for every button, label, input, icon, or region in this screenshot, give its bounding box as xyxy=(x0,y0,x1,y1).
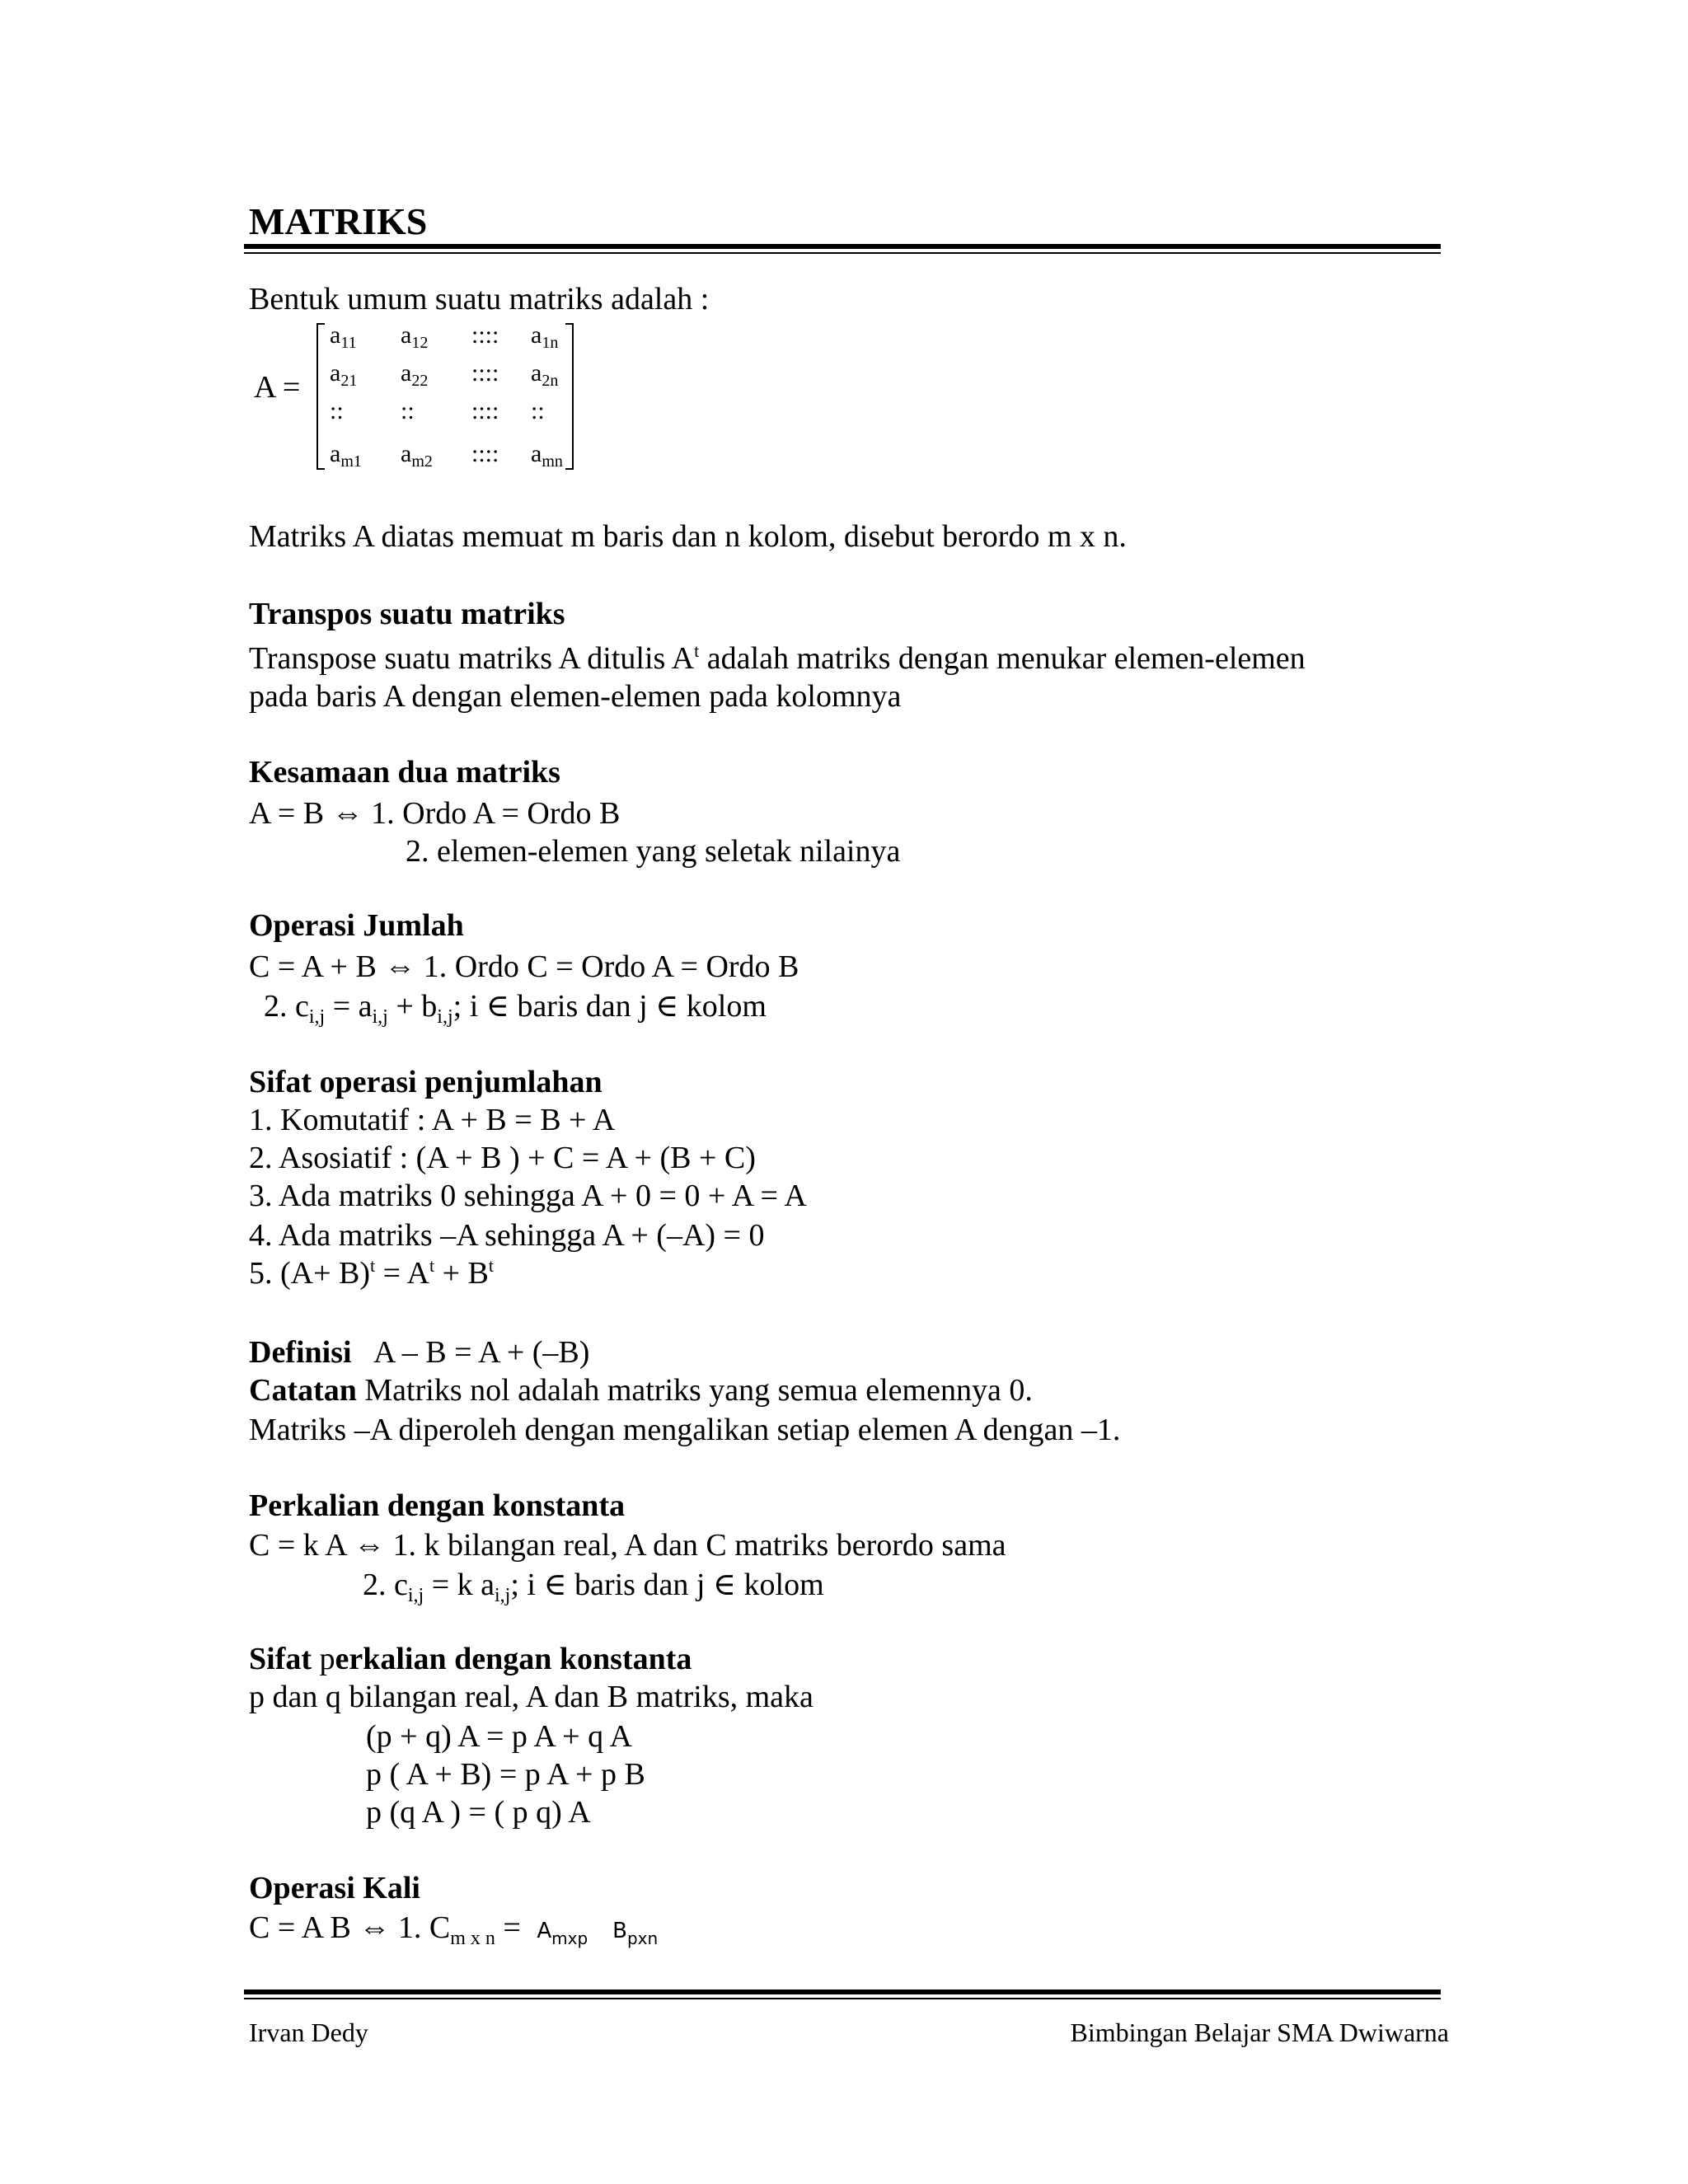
addition-heading: Operasi Jumlah xyxy=(249,908,464,943)
matrix-cell: :::: xyxy=(471,321,499,349)
addition-lead: C = A + B ⇔ 1. Ordo C = Ordo A = Ordo B xyxy=(249,949,799,984)
matrix-cell: $a_{12}$ xyxy=(401,321,429,352)
matrix-cell: :: xyxy=(330,397,344,424)
matrix-cell: $a_{m1}$ xyxy=(330,440,362,471)
equality-lead: A = B ⇔ 1. Ordo A = Ordo B xyxy=(249,796,621,831)
note-line: Catatan Matriks nol adalah matriks yang semua elemennya 0. xyxy=(249,1373,1033,1408)
matrix-cell: :::: xyxy=(471,397,499,424)
matrix-cell: $a_{mn}$ xyxy=(531,440,563,471)
matrix-cell: $a_{21}$ xyxy=(330,359,358,390)
matrix-cell: $a_{m2}$ xyxy=(401,440,433,471)
addition-prop-5: 5. $(A+ B)^t = A^t + B^t$ xyxy=(249,1255,494,1291)
matrix-cell: $a_{2n}$ xyxy=(531,359,559,390)
addition-prop-4: 4. Ada matriks –A sehingga A + (–A) = 0 xyxy=(249,1218,765,1253)
transpose-line-1: Transpose suatu matriks A ditulis $A^t$ adalah matriks dengan menukar elemen-elemen xyxy=(249,640,1306,676)
multiply-lead: C = A B ⇔ 1. $C_{m x n} = A_{mxp}$ $B_{pxn}$ xyxy=(249,1910,659,1949)
general-matrix xyxy=(315,321,575,471)
matrix-cell: $a_{11}$ xyxy=(330,321,357,352)
scalar-prop-1: (p + q) A = p A + q A xyxy=(366,1719,632,1754)
definition-line: Definisi A – B = A + (–B) xyxy=(249,1335,590,1370)
scalar-props-heading: Sifat perkalian dengan konstanta xyxy=(249,1642,692,1676)
matrix-cell: :: xyxy=(401,397,415,424)
multiply-heading: Operasi Kali xyxy=(249,1871,420,1905)
addition-item-2: 2. $c_{i,j} = a_{i,j} + b_{i,j}$; i ∈ baris dan j ∈ kolom xyxy=(264,989,767,1028)
matrix-cell: $a_{22}$ xyxy=(401,359,429,390)
footer-rule-thick xyxy=(244,1990,1441,1994)
title-rule-thin xyxy=(244,252,1441,254)
transpose-line-2: pada baris A dengan elemen-elemen pada kolomnya xyxy=(249,679,902,714)
matrix-cell: :::: xyxy=(471,359,499,387)
footer-author: Irvan Dedy xyxy=(249,2018,368,2047)
equality-item-2: 2. elemen-elemen yang seletak nilainya xyxy=(406,834,901,869)
intro-text: Bentuk umum suatu matriks adalah : xyxy=(249,282,710,316)
scalar-heading: Perkalian dengan konstanta xyxy=(249,1488,626,1523)
note-line-2: Matriks –A diperoleh dengan mengalikan setiap elemen A dengan –1. xyxy=(249,1413,1121,1447)
matrix-cell: $a_{1n}$ xyxy=(531,321,559,352)
order-text: Matriks A diatas memuat m baris dan n kolom, disebut berordo m x n. xyxy=(249,519,1127,554)
footer-publisher: Bimbingan Belajar SMA Dwiwarna xyxy=(1070,2018,1449,2047)
scalar-prop-3: p (q A ) = ( p q) A xyxy=(366,1795,591,1830)
scalar-prop-2: p ( A + B) = p A + p B xyxy=(366,1757,645,1792)
matrix-cell: :::: xyxy=(471,440,499,467)
scalar-props-intro: p dan q bilangan real, A dan B matriks, maka xyxy=(249,1680,814,1714)
addition-prop-3: 3. Ada matriks 0 sehingga A + 0 = 0 + A = A xyxy=(249,1179,807,1213)
scalar-lead: C = k A ⇔ 1. k bilangan real, A dan C matriks berordo sama xyxy=(249,1528,1006,1563)
addition-props-heading: Sifat operasi penjumlahan xyxy=(249,1065,603,1099)
footer-rule-thin xyxy=(244,1998,1441,1999)
equality-heading: Kesamaan dua matriks xyxy=(249,755,560,790)
addition-prop-1: 1. Komutatif : A + B = B + A xyxy=(249,1103,616,1137)
addition-prop-2: 2. Asosiatif : (A + B ) + C = A + (B + C) xyxy=(249,1141,756,1175)
page-title: MATRIKS xyxy=(249,200,428,242)
transpose-heading: Transpos suatu matriks xyxy=(249,597,565,631)
matrix-cell: :: xyxy=(531,397,545,424)
scalar-item-2: 2. $c_{i,j} = k$ $a_{i,j}$; i ∈ baris dan j ∈ kolom xyxy=(363,1568,824,1606)
document-page xyxy=(249,0,1449,2184)
matrix-label: A = xyxy=(254,370,301,405)
title-rule-thick xyxy=(244,244,1441,249)
